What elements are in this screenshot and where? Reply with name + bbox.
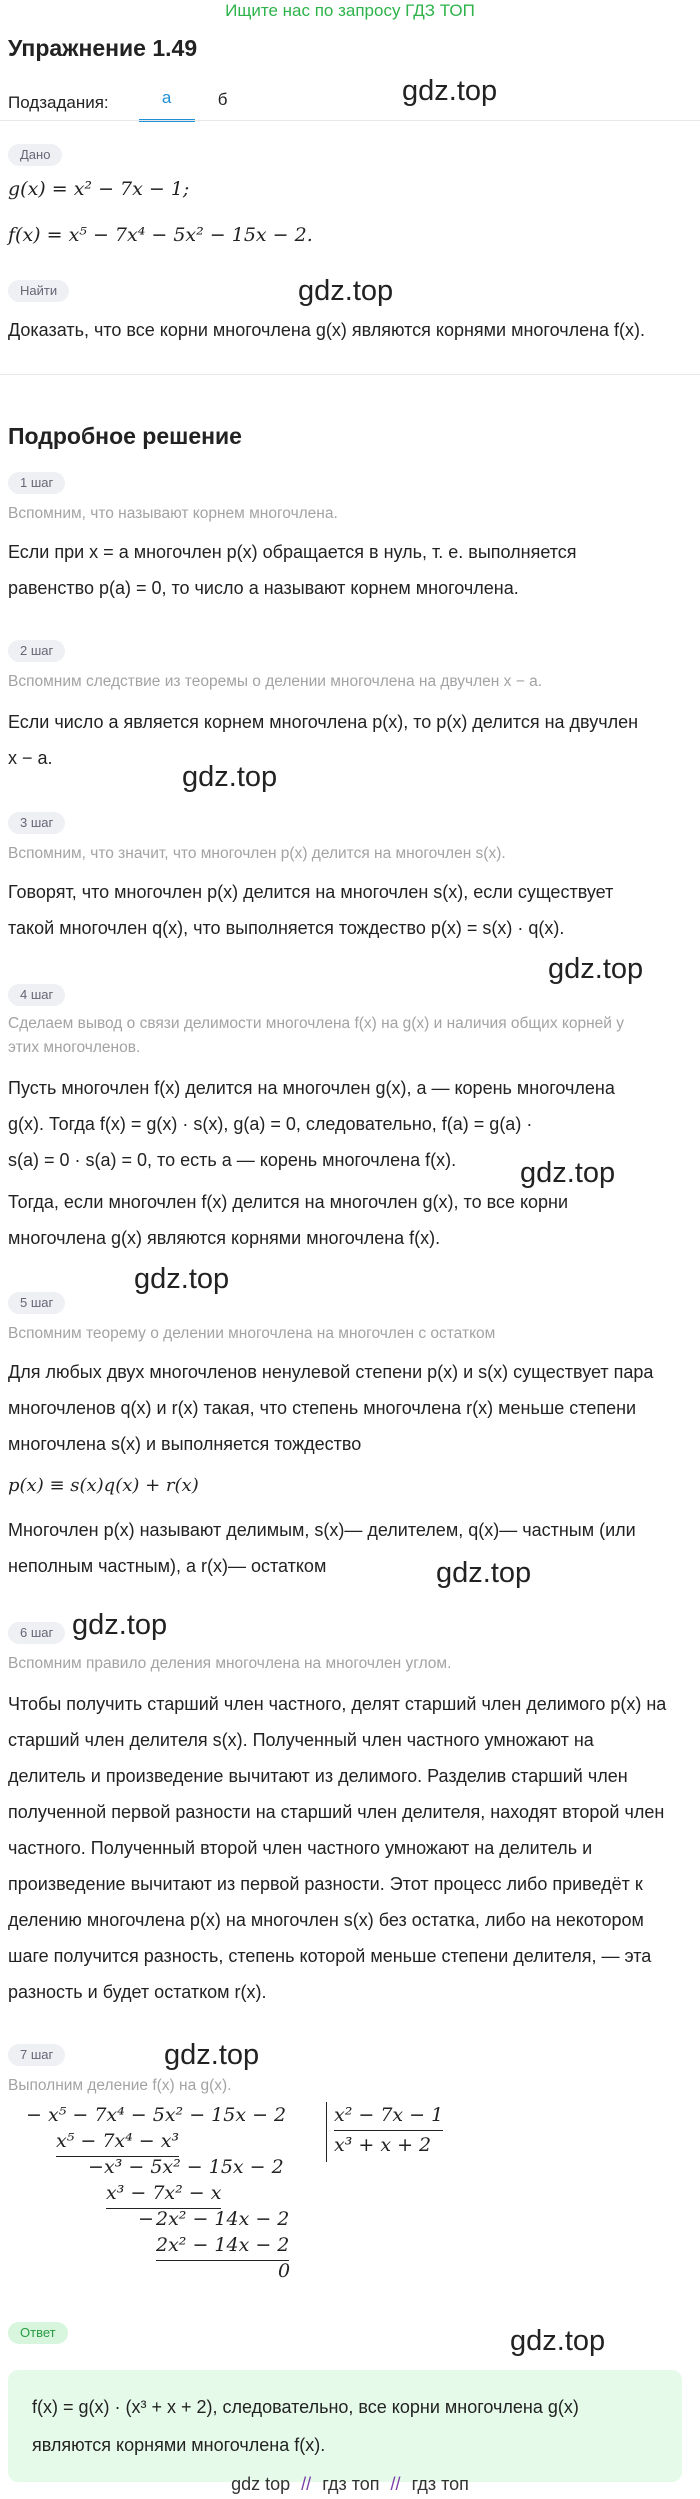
watermark: gdz.top [520, 1157, 616, 1189]
step-badge: 6 шаг [8, 1622, 65, 1644]
step-hint: Выполним деление f(x) на g(x). [8, 2077, 232, 2094]
quotient: x³ + x + 2 [334, 2134, 432, 2156]
page-title: Упражнение 1.49 [8, 35, 198, 61]
answer-text [32, 2388, 662, 2464]
find-badge: Найти [8, 280, 69, 302]
step-text: равенство p(a) = 0, то число a называют корнем многочлена. [8, 578, 519, 598]
step-text: шаге получится разность, степень которой меньше степени делителя, — эта [8, 1946, 652, 1966]
step-text: многочленов q(x) и r(x) такая, что степень многочлена r(x) меньше степени [8, 1398, 637, 1418]
solution-heading: Подробное решение [8, 423, 242, 449]
step-badge: 7 шаг [8, 2044, 65, 2066]
step-text: делению многочлена p(x) на многочлен s(x) без остатка, либо на некотором [8, 1910, 644, 1930]
step-hint: Вспомним, что называют корнем многочлена. [8, 505, 338, 522]
step-text: Пусть многочлен f(x) делится на многочлен g(x), a — корень многочлена [8, 1078, 615, 1098]
step-text: многочлена g(x) являются корнями многочлена f(x). [8, 1228, 441, 1248]
step-text: многочлена s(x) и выполняется тождество [8, 1434, 362, 1454]
tab-a[interactable]: а [139, 82, 195, 122]
step-text: разность и будет остатком r(x). [8, 1982, 267, 2002]
step-badge: 2 шаг [8, 640, 65, 662]
step-badge: 4 шаг [8, 984, 65, 1006]
watermark: gdz.top [436, 1557, 532, 1589]
given-badge: Дано [8, 144, 62, 166]
dividend: x⁵ − 7x⁴ − 5x² − 15x − 2 [48, 2104, 287, 2126]
divider [0, 374, 700, 375]
step-text: частного. Полученный второй член частного умножают на делитель и [8, 1838, 593, 1858]
step-text: Для любых двух многочленов ненулевой степени p(x) и s(x) существует пара [8, 1362, 654, 1382]
watermark: gdz.top [548, 953, 644, 985]
watermark: gdz.top [164, 2039, 260, 2071]
answer-badge: Ответ [8, 2322, 68, 2344]
division-row: 2x² − 14x − 2 [156, 2208, 290, 2230]
step-text: неполным частным), а r(x)— остатком [8, 1556, 327, 1576]
step-text: Чтобы получить старший член частного, делят старший член делимого p(x) на [8, 1694, 667, 1714]
identity-formula: p(x) ≡ s(x)q(x) + r(x) [8, 1475, 199, 1496]
footer-separator: // [390, 2474, 401, 2494]
step-text: s(a) = 0 · s(a) = 0, то есть a — корень многочлена f(x). [8, 1150, 457, 1170]
step-text: Если число a является корнем многочлена p(x), то p(x) делится на двучлен [8, 712, 639, 732]
watermark: gdz.top [72, 1609, 168, 1641]
watermark: gdz.top [182, 761, 278, 793]
divisor: x² − 7x − 1 [334, 2100, 443, 2131]
step-hint: Вспомним правило деления многочлена на многочлен углом. [8, 1655, 452, 1672]
watermark: gdz.top [402, 75, 498, 107]
subtasks-bar [8, 82, 251, 122]
division-row: 2x² − 14x − 2 [156, 2230, 289, 2261]
step-text: Многочлен p(x) называют делимым, s(x)— делителем, q(x)— частным (или [8, 1520, 636, 1540]
step-badge: 1 шаг [8, 472, 65, 494]
step-badge: 3 шаг [8, 812, 65, 834]
step-text: такой многочлен q(x), что выполняется тождество p(x) = s(x) · q(x). [8, 918, 565, 938]
tab-b[interactable]: б [217, 89, 228, 109]
step-badge: 5 шаг [8, 1292, 65, 1314]
step-hint: Вспомним следствие из теоремы о делении многочлена на двучлен x − a. [8, 673, 543, 690]
step-text: g(x). Тогда f(x) = g(x) · s(x), g(a) = 0, следовательно, f(a) = g(a) · [8, 1114, 533, 1134]
division-row: x³ − 7x² − x [106, 2178, 221, 2209]
step-text: полученной первой разности на старший член делителя, находят второй член [8, 1802, 665, 1822]
answer-line: f(x) = g(x) · (x³ + x + 2), следовательно, все корни многочлена g(x) [32, 2397, 579, 2417]
step-hint: Вспомним теорему о делении многочлена на многочлен с остатком [8, 1325, 496, 1342]
footer-link[interactable]: gdz top [231, 2474, 291, 2494]
answer-line: являются корнями многочлена f(x). [32, 2435, 326, 2455]
minus-sign: − [26, 2104, 42, 2126]
divider [0, 120, 700, 121]
division-bracket [326, 2102, 327, 2162]
step-hint: Сделаем вывод о связи делимости многочлена f(x) на g(x) и наличия общих корней у [8, 1015, 624, 1032]
footer-links [0, 2470, 700, 2499]
minus-sign: − [88, 2156, 104, 2178]
subtasks-label: Подзадания: [8, 92, 109, 112]
step-text: Если при x = a многочлен p(x) обращается в нуль, т. е. выполняется [8, 542, 577, 562]
top-banner[interactable]: Ищите нас по запросу ГДЗ ТОП [225, 1, 475, 20]
footer-separator: // [301, 2474, 312, 2494]
footer-link[interactable]: гдз топ [322, 2474, 380, 2494]
step-text: x − a. [8, 748, 53, 768]
watermark: gdz.top [134, 1263, 230, 1295]
division-row: x⁵ − 7x⁴ − x³ [56, 2126, 179, 2157]
step-text: Говорят, что многочлен p(x) делится на многочлен s(x), если существует [8, 882, 614, 902]
division-row: x³ − 5x² − 15x − 2 [104, 2156, 284, 2178]
watermark: gdz.top [298, 275, 394, 307]
step-text: старший член делителя s(x). Полученный член частного умножают на [8, 1730, 594, 1750]
find-text: Доказать, что все корни многочлена g(x) являются корнями многочлена f(x). [8, 320, 646, 340]
answer-box [8, 2370, 682, 2482]
step-text: Тогда, если многочлен f(x) делится на многочлен g(x), то все корни [8, 1192, 569, 1212]
watermark: gdz.top [510, 2325, 606, 2357]
footer-link[interactable]: гдз топ [411, 2474, 469, 2494]
remainder: 0 [278, 2260, 291, 2282]
step-text: произведение вычитают из первой разности. Этот процесс либо приведёт к [8, 1874, 643, 1894]
given-line: g(x) = x² − 7x − 1; [8, 178, 190, 200]
step-hint: этих многочленов. [8, 1039, 141, 1056]
step-text: делитель и произведение вычитают из делимого. Разделив старший член [8, 1766, 628, 1786]
step-hint: Вспомним, что значит, что многочлен p(x) делится на многочлен s(x). [8, 845, 506, 862]
given-line: f(x) = x⁵ − 7x⁴ − 5x² − 15x − 2. [8, 224, 313, 246]
minus-sign: − [138, 2208, 154, 2230]
